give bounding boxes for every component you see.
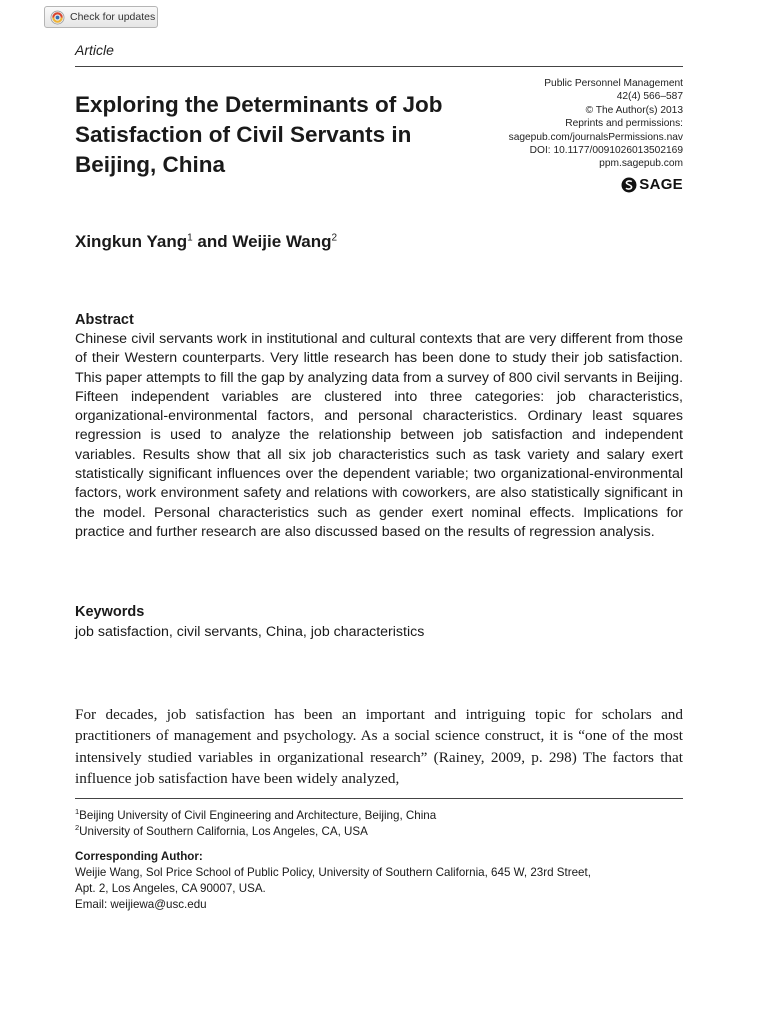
keywords-heading: Keywords	[75, 604, 145, 620]
affiliation-marker: 1	[187, 232, 193, 244]
journal-reprints: Reprints and permissions:	[565, 118, 683, 130]
header-rule	[75, 66, 683, 67]
corresponding-address-line: Weijie Wang, Sol Price School of Public Policy, University of Southern California, 645 W, 23rd Street,	[75, 866, 591, 879]
author-name: Weijie Wang	[232, 232, 332, 251]
journal-volume: 42(4) 566–587	[616, 91, 683, 103]
footnote-text: University of Southern California, Los Angeles, CA, USA	[79, 825, 368, 838]
abstract-heading: Abstract	[75, 312, 134, 328]
keywords-text: job satisfaction, civil servants, China, job characteristics	[75, 624, 425, 640]
journal-site-link[interactable]: ppm.sagepub.com	[599, 158, 683, 170]
paper-title: Exploring the Determinants of Job Satisfaction of Civil Servants in Beijing, China	[75, 92, 443, 177]
footnote-item	[75, 824, 436, 840]
author-joiner: and	[192, 232, 233, 251]
affiliation-footnotes	[75, 808, 436, 840]
affiliation-marker: 2	[331, 232, 338, 244]
journal-permissions-link[interactable]: sagepub.com/journalsPermissions.nav	[508, 131, 683, 143]
check-for-updates-label: Check for updates	[70, 11, 156, 23]
check-for-updates-button[interactable]	[44, 6, 158, 28]
sage-logo	[621, 176, 683, 193]
sage-logo-icon	[621, 177, 637, 193]
journal-copyright: © The Author(s) 2013	[585, 104, 683, 116]
corresponding-author-heading: Corresponding Author:	[75, 850, 203, 863]
footnote-rule	[75, 798, 683, 799]
journal-info	[423, 77, 683, 171]
author-list	[75, 232, 337, 252]
footnote-number: 1	[75, 807, 80, 817]
abstract-text: Chinese civil servants work in institutional and cultural contexts that are very different from those of their Western counterparts. Very little research has been done to study their job satisfaction. This paper attempts to fill the gap by analyzing data from a survey of 800 civil servants in Beijing. Fifteen independent variables are clustered into three categories: job characteristics, organizational-environmental factors, and personal characteristics. Ordinary least squares regression is used to analyze the relationship between job satisfaction and independent variables. Results show that all six job characteristics such as task variety and salary exert statistically significant influences over the dependent variable; two organizational-environmental factors, work environment safety and relations with coworkers, are also statistically significant in the model. Personal characteristics such as gender exert nominal effects. Implications for practice and further research are also discussed based on the results of regression analysis.	[75, 331, 684, 540]
footnote-item	[75, 808, 436, 824]
journal-doi[interactable]: DOI: 10.1177/0091026013502169	[529, 145, 683, 157]
article-type-label: Article	[75, 42, 114, 58]
journal-name: Public Personnel Management	[544, 78, 683, 89]
check-for-updates-icon	[50, 10, 65, 25]
corresponding-email[interactable]: Email: weijiewa@usc.edu	[75, 898, 207, 911]
corresponding-address-line: Apt. 2, Los Angeles, CA 90007, USA.	[75, 882, 266, 895]
body-paragraph: For decades, job satisfaction has been an important and intriguing topic for scholars and practitioners of management and psychology. As a social science construct, it is “one of the most intensively studied variables in organizational research” (Rainey, 2009, p. 298) The factors that influence job satisfaction have been widely analyzed,	[75, 706, 683, 787]
footnote-number: 2	[75, 823, 80, 833]
corresponding-author-details	[75, 865, 683, 913]
sage-logo-text: SAGE	[639, 176, 683, 193]
author-name: Xingkun Yang	[75, 232, 188, 251]
footnote-text: Beijing University of Civil Engineering and Architecture, Beijing, China	[79, 809, 437, 822]
